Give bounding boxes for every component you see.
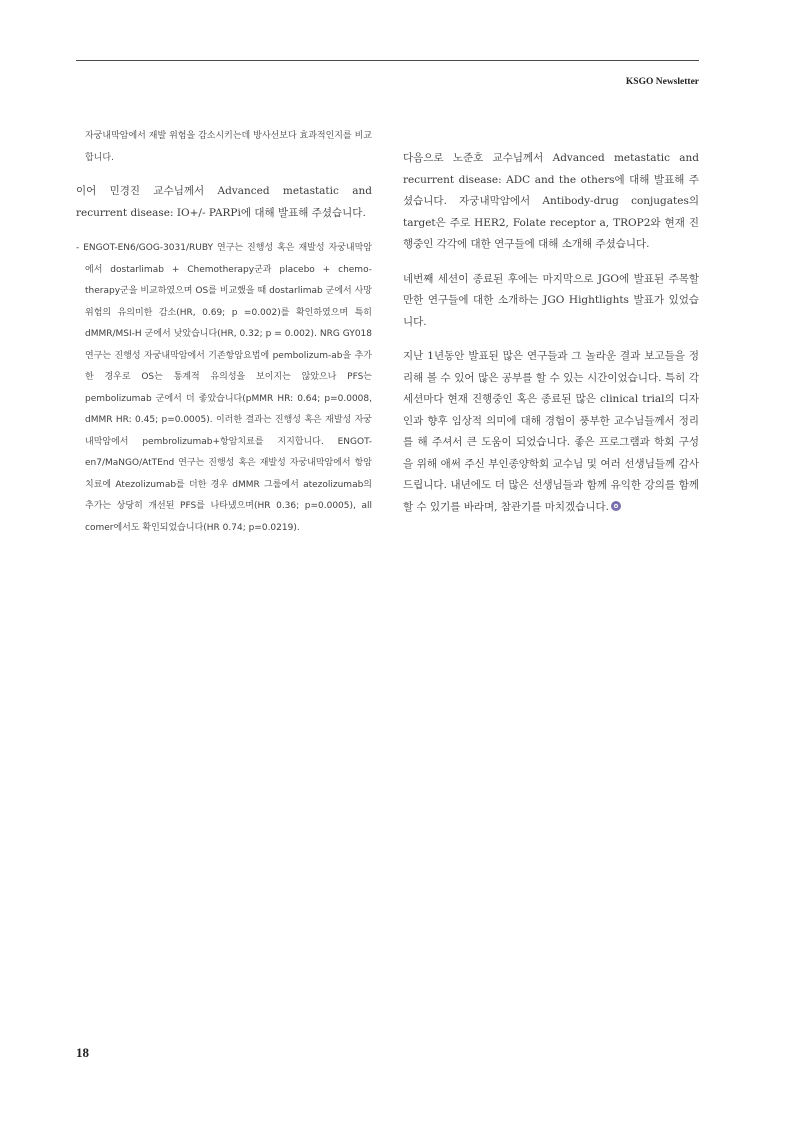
- paragraph-jgo-highlights: 네번째 세션이 종료된 후에는 마지막으로 JGO에 발표된 주목할만한 연구들에 대한 소개하는 JGO Hightlights 발표가 있었습니다.: [403, 272, 699, 328]
- header-rule: [76, 60, 699, 61]
- paragraph-adc: 다음으로 노준호 교수님께서 Advanced metastatic and recurrent disease: ADC and the others에 대해 발표해 주셨습니다. 자궁내막암에서 Antibody-drug conjugates의 target은 주로 HER2, Folate receptor a, TROP2와 현재 진행중인 각각에 대한 연구들에 대해 소개해 주셨습니다.: [403, 152, 699, 250]
- continued-text: 자궁내막암에서 재발 위험을 감소시키는데 방사선보다 효과적인지를 비교합니다.: [85, 131, 372, 163]
- closing-text: 지난 1년동안 발표된 많은 연구들과 그 놀라운 결과 보고들을 정리해 볼 수 있어 많은 공부를 할 수 있는 시간이었습니다. 특히 각 세션마다 현재 진행중인 혹은 종료된 많은 clinical trial의 디자인과 향후 임상적 의미에 대해 경험이 풍부한 교수님들께서 정리를 해 주셔서 큰 도움이 되었습니다. 좋은 프로그램과 학회 구성을 위해 애써 주신 부인종양학회 교수님 및 여러 선생님들께 감사드립니다. 내년에도 더 많은 선생님들과 함께 유익한 강의를 함께할 수 있기를 바라며, 참관기를 마치겠습니다.: [403, 350, 699, 513]
- left-column: [76, 126, 372, 539]
- page-number: 18: [76, 1045, 89, 1060]
- intro-paragraph: 이어 민경진 교수님께서 Advanced metastatic and recurrent disease: IO+/- PARPi에 대해 발표해 주셨습니다.: [76, 185, 372, 219]
- paragraph-closing: [403, 346, 699, 518]
- bullet-paragraph: - ENGOT-EN6/GOG-3031/RUBY 연구는 진행성 혹은 재발성 자궁내막암에서 dostarlimab + Chemotherapy군과 placebo + chemo-therapy군을 비교하였으며 OS를 비교했을 때 dostarlimab 군에서 사망 위험의 유의미한 감소(HR, 0.69; p =0.002)를 확인하였으며 특히 dMMR/MSI-H 군에서 낮았습니다(HR, 0.32; p = 0.002). NRG GY018 연구는 진행성 자궁내막암에서 기존항암요법에 pembolizum-ab을 추가한 경우로 OS는 통계적 유의성을 보이지는 않았으나 PFS는 pembolizumab 군에서 더 좋았습니다(pMMR HR: 0.64; p=0.0008, dMMR HR: 0.45; p=0.0005). 이러한 결과는 진행성 혹은 재발성 자궁내막암에서 pembrolizumab+항암치료를 지지합니다. ENGOT-en7/MaNGO/AtTEnd 연구는 진행성 혹은 재발성 자궁내막암에서 항암치료에 Atezolizumab를 더한 경우 dMMR 그룹에서 atezolizumab의 추가는 상당히 개선된 PFS를 나타냈으며(HR 0.36; p=0.0005), all comer에서도 확인되었습니다(HR 0.74; p=0.0219).: [76, 243, 372, 533]
- end-mark-icon: [611, 501, 621, 511]
- publication-title: KSGO Newsletter: [625, 77, 699, 87]
- right-column: [403, 126, 699, 518]
